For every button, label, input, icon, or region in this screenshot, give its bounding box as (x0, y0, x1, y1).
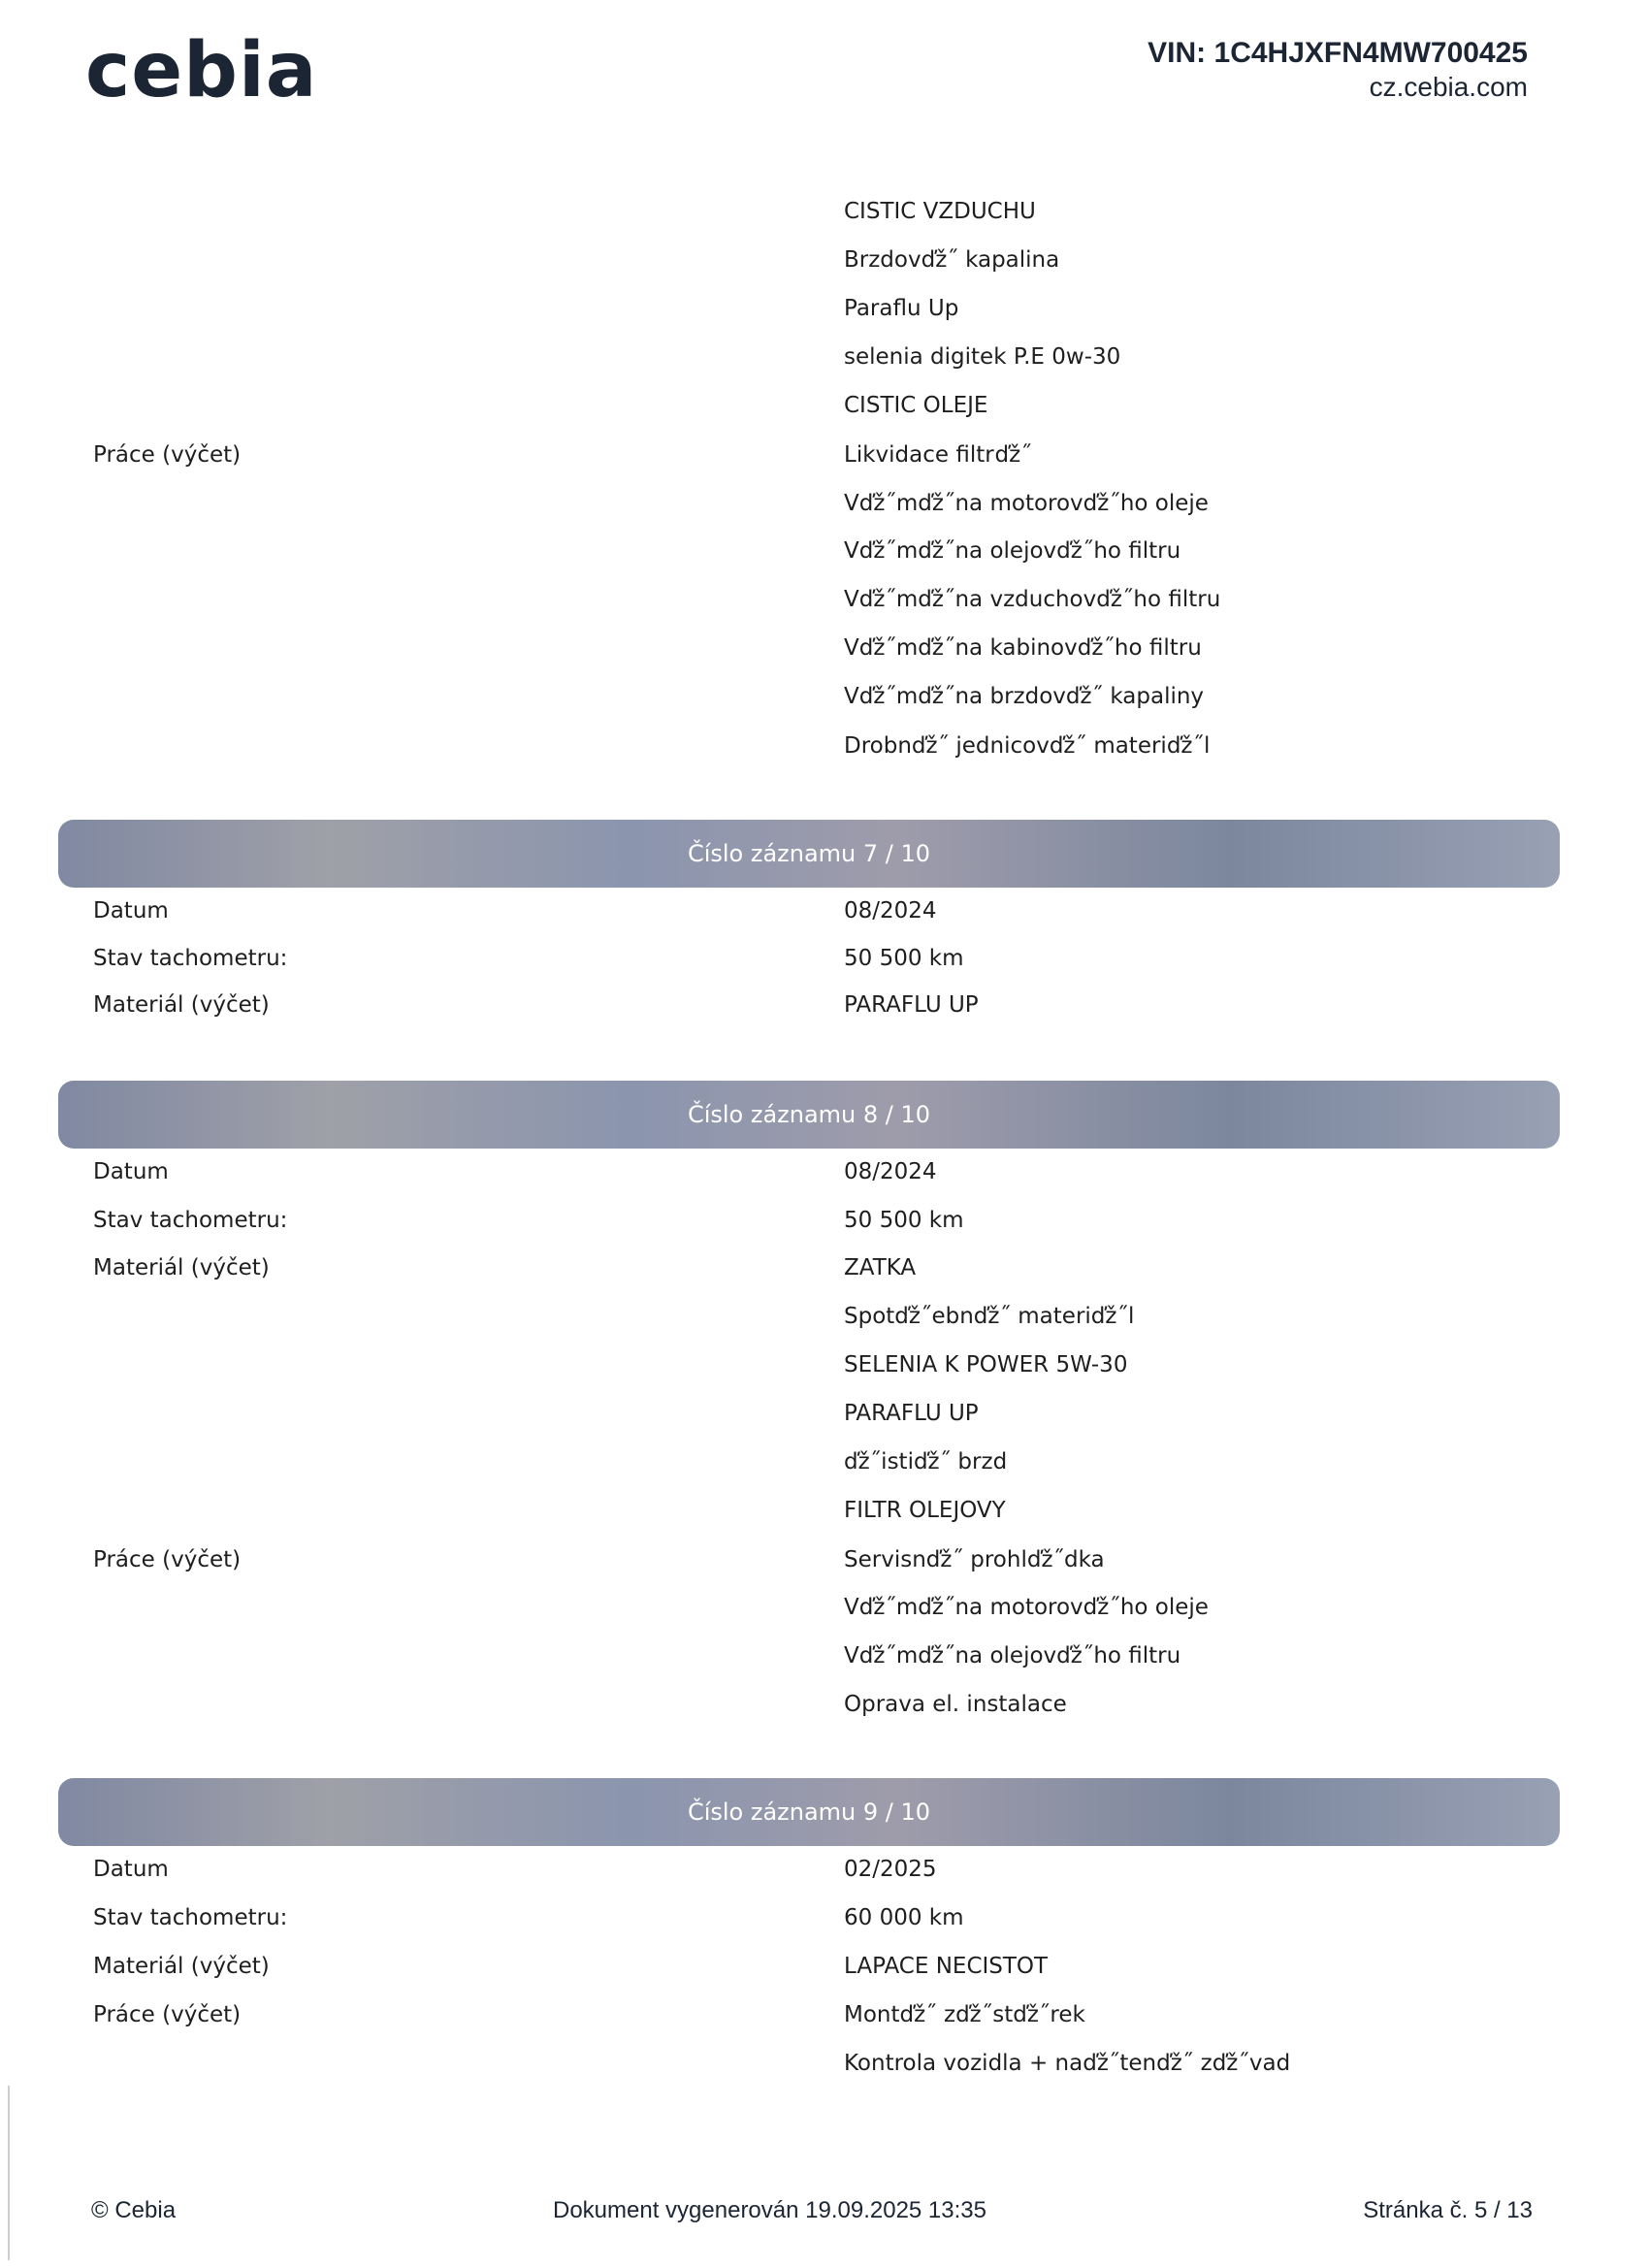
list-item: Vďž˝mďž˝na olejovďž˝ho filtru (844, 1643, 1181, 1669)
odometer-label: Stav tachometru: (93, 1905, 288, 1930)
list-item: Vďž˝mďž˝na motorovďž˝ho oleje (844, 1595, 1209, 1620)
list-item: Servisnďž˝ prohlďž˝dka (844, 1547, 1105, 1572)
list-item: Spotďž˝ebnďž˝ materiďž˝l (844, 1304, 1135, 1329)
odometer-value: 50 500 km (844, 1208, 964, 1233)
list-item: Oprava el. instalace (844, 1692, 1067, 1717)
date-label: Datum (93, 1159, 169, 1184)
record-header-7 (58, 820, 1560, 888)
footer-page-number: Stránka č. 5 / 13 (1363, 2197, 1533, 2223)
list-item: Vďž˝mďž˝na olejovďž˝ho filtru (844, 538, 1181, 564)
list-item: CISTIC VZDUCHU (844, 199, 1036, 224)
list-item: CISTIC OLEJE (844, 393, 988, 418)
odometer-label: Stav tachometru: (93, 1208, 288, 1233)
list-item: ZATKA (844, 1255, 917, 1280)
material-label: Materiál (výčet) (93, 1954, 270, 1979)
date-label: Datum (93, 898, 169, 923)
material-label: Materiál (výčet) (93, 992, 270, 1018)
work-label: Práce (výčet) (93, 2002, 242, 2027)
list-item: Vďž˝mďž˝na brzdovďž˝ kapaliny (844, 684, 1205, 709)
list-item: Likvidace filtrďž˝ (844, 442, 1032, 468)
odometer-label: Stav tachometru: (93, 946, 288, 971)
work-label: Práce (výčet) (93, 442, 242, 468)
cebia-logo: cebia (85, 27, 318, 114)
vin-number: VIN: 1C4HJXFN4MW700425 (1148, 37, 1528, 69)
list-item: PARAFLU UP (844, 1401, 979, 1426)
list-item: SELENIA K POWER 5W-30 (844, 1352, 1128, 1377)
date-value: 08/2024 (844, 1159, 937, 1184)
list-item: Vďž˝mďž˝na vzduchovďž˝ho filtru (844, 587, 1221, 612)
footer-copyright: © Cebia (91, 2197, 177, 2223)
list-item: LAPACE NECISTOT (844, 1954, 1049, 1979)
footer-generated: Dokument vygenerován 19.09.2025 13:35 (553, 2197, 986, 2223)
date-value: 08/2024 (844, 898, 937, 923)
record-title: Číslo záznamu 9 / 10 (687, 1798, 931, 1826)
list-item: PARAFLU UP (844, 992, 979, 1018)
list-item: ďž˝istiďž˝ brzd (844, 1449, 1008, 1474)
record-title: Číslo záznamu 7 / 10 (687, 840, 931, 867)
header-right (1148, 37, 1528, 103)
list-item: Vďž˝mďž˝na motorovďž˝ho oleje (844, 491, 1209, 516)
site-url[interactable]: cz.cebia.com (1369, 72, 1528, 102)
date-label: Datum (93, 1857, 169, 1882)
list-item: selenia digitek P.E 0w-30 (844, 344, 1121, 370)
list-item: Kontrola vozidla + naďž˝tenďž˝ zďž˝vad (844, 2051, 1291, 2076)
record-header-9 (58, 1778, 1560, 1846)
list-item: Drobnďž˝ jednicovďž˝ materiďž˝l (844, 733, 1211, 759)
list-item: Brzdovďž˝ kapalina (844, 247, 1060, 273)
record-header-8 (58, 1081, 1560, 1149)
scan-edge (8, 2086, 10, 2260)
material-label: Materiál (výčet) (93, 1255, 270, 1280)
date-value: 02/2025 (844, 1857, 937, 1882)
odometer-value: 60 000 km (844, 1905, 964, 1930)
list-item: FILTR OLEJOVY (844, 1498, 1006, 1523)
list-item: Montďž˝ zďž˝stďž˝rek (844, 2002, 1085, 2027)
list-item: Vďž˝mďž˝na kabinovďž˝ho filtru (844, 635, 1202, 661)
odometer-value: 50 500 km (844, 946, 964, 971)
work-label: Práce (výčet) (93, 1547, 242, 1572)
record-title: Číslo záznamu 8 / 10 (687, 1101, 931, 1128)
list-item: Paraflu Up (844, 296, 959, 321)
